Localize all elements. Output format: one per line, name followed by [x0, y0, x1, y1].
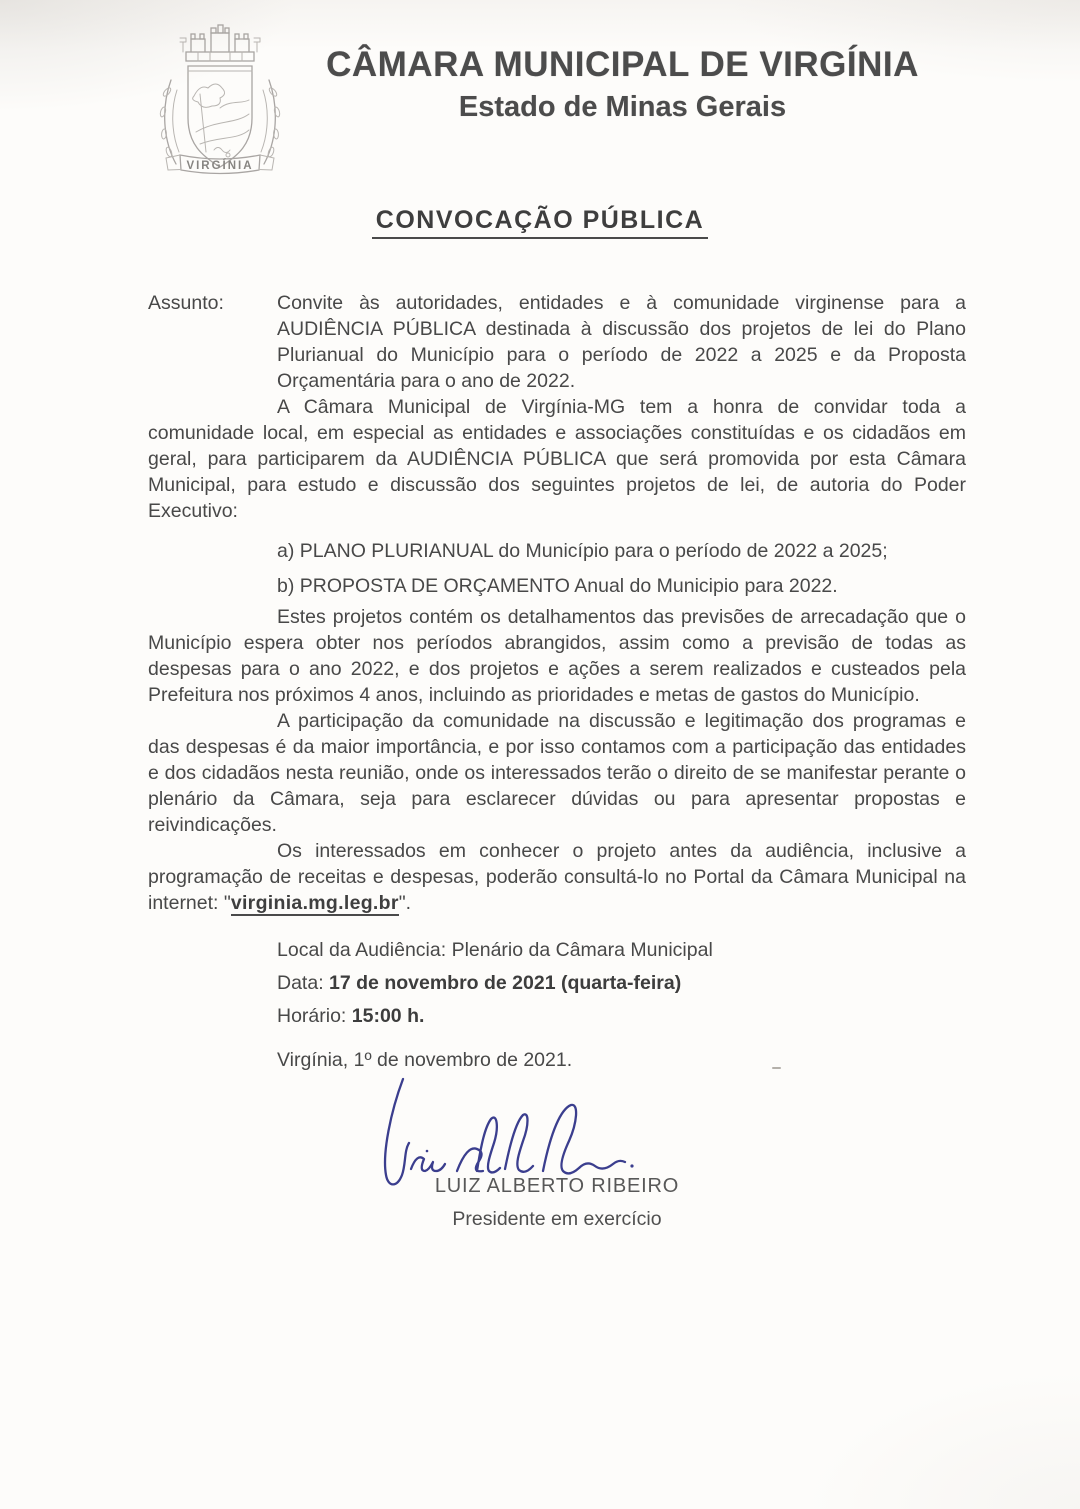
signer-role: Presidente em exercício: [452, 1208, 662, 1230]
portal-text-before: Os interessados em conhecer o projeto antes da audiência, inclusive a programação de receitas e despesas, poderão consultá-lo no Portal da Câmara Municipal na internet: ": [148, 840, 966, 914]
detail-local-label: Local da Audiência:: [277, 939, 452, 961]
subject-block: [148, 290, 966, 394]
title-row: [0, 206, 1080, 239]
paragraph-portal: [148, 838, 966, 916]
subject-label: Assunto:: [148, 292, 224, 314]
document-body: [148, 290, 966, 1232]
detail-horario: [277, 1000, 966, 1033]
signer-name: LUIZ ALBERTO RIBEIRO: [434, 1175, 680, 1197]
paragraph-detalhamentos: Estes projetos contém os detalhamentos das previsões de arrecadação que o Município espera obter nos períodos abrangidos, assim como a previsão de todas as despesas para o ano 2022, e dos projetos e ações a serem realizados e custeados pela Prefeitura nos próximos 4 anos, incluindo as prioridades e metas de gastos do Município.: [148, 606, 966, 706]
portal-link[interactable]: virginia.mg.leg.br: [230, 892, 399, 914]
detail-local: [277, 934, 966, 967]
municipal-crest-icon: [150, 12, 290, 182]
subject-text: Convite às autoridades, entidades e à comunidade virginense para a AUDIÊNCIA PÚBLICA destinada à discussão dos projetos de lei do Plano Plurianual do Município para o período de 2022 a 2025 e da Proposta Orçamentária para o ano de 2022.: [277, 292, 966, 392]
detail-data-value: 17 de novembro de 2021 (quarta-feira): [329, 972, 682, 994]
dateline: Virgínia, 1º de novembro de 2021.: [277, 1049, 573, 1071]
document-title: CONVOCAÇÃO PÚBLICA: [372, 206, 708, 239]
hearing-details: [277, 934, 966, 1033]
list-item-proposta-orcamento: b) PROPOSTA DE ORÇAMENTO Anual do Municipio para 2022.: [277, 575, 838, 597]
org-name: CÂMARA MUNICIPAL DE VIRGÍNIA: [326, 45, 919, 84]
org-subtitle: Estado de Minas Gerais: [458, 90, 787, 123]
detail-data: [277, 967, 966, 1000]
letterhead: [300, 46, 945, 123]
portal-text-after: ".: [398, 892, 412, 914]
project-list: [277, 534, 966, 604]
detail-data-label: Data:: [277, 972, 330, 994]
detail-horario-value: 15:00 h.: [351, 1005, 425, 1027]
signature-block: [148, 1075, 966, 1232]
paragraph-participacao: A participação da comunidade na discussão e legitimação dos programas e das despesas é da maior importância, e por isso contamos com a participação das entidades e dos cidadãos nesta reunião, onde os interessados terão o direito de se manifestar perante o plenário da Câmara, seja para esclarecer dúvidas ou para apresentar propostas e reivindicações.: [148, 710, 966, 836]
detail-horario-label: Horário:: [277, 1005, 352, 1027]
crest-banner-text: VIRGÍNIA: [186, 160, 254, 172]
scan-artifact: [772, 1067, 781, 1069]
paragraph-invitation: A Câmara Municipal de Virgínia-MG tem a honra de convidar toda a comunidade local, em especial as entidades e associações constituídas e os cidadãos em geral, para participarem da AUDIÊNCIA PÚBLICA que será promovida por esta Câmara Municipal, para estudo e discussão dos seguintes projetos de lei, de autoria do Poder Executivo:: [148, 396, 966, 522]
list-item-plano-plurianual: a) PLANO PLURIANUAL do Município para o período de 2022 a 2025;: [277, 540, 888, 562]
detail-local-value: Plenário da Câmara Municipal: [451, 939, 713, 961]
